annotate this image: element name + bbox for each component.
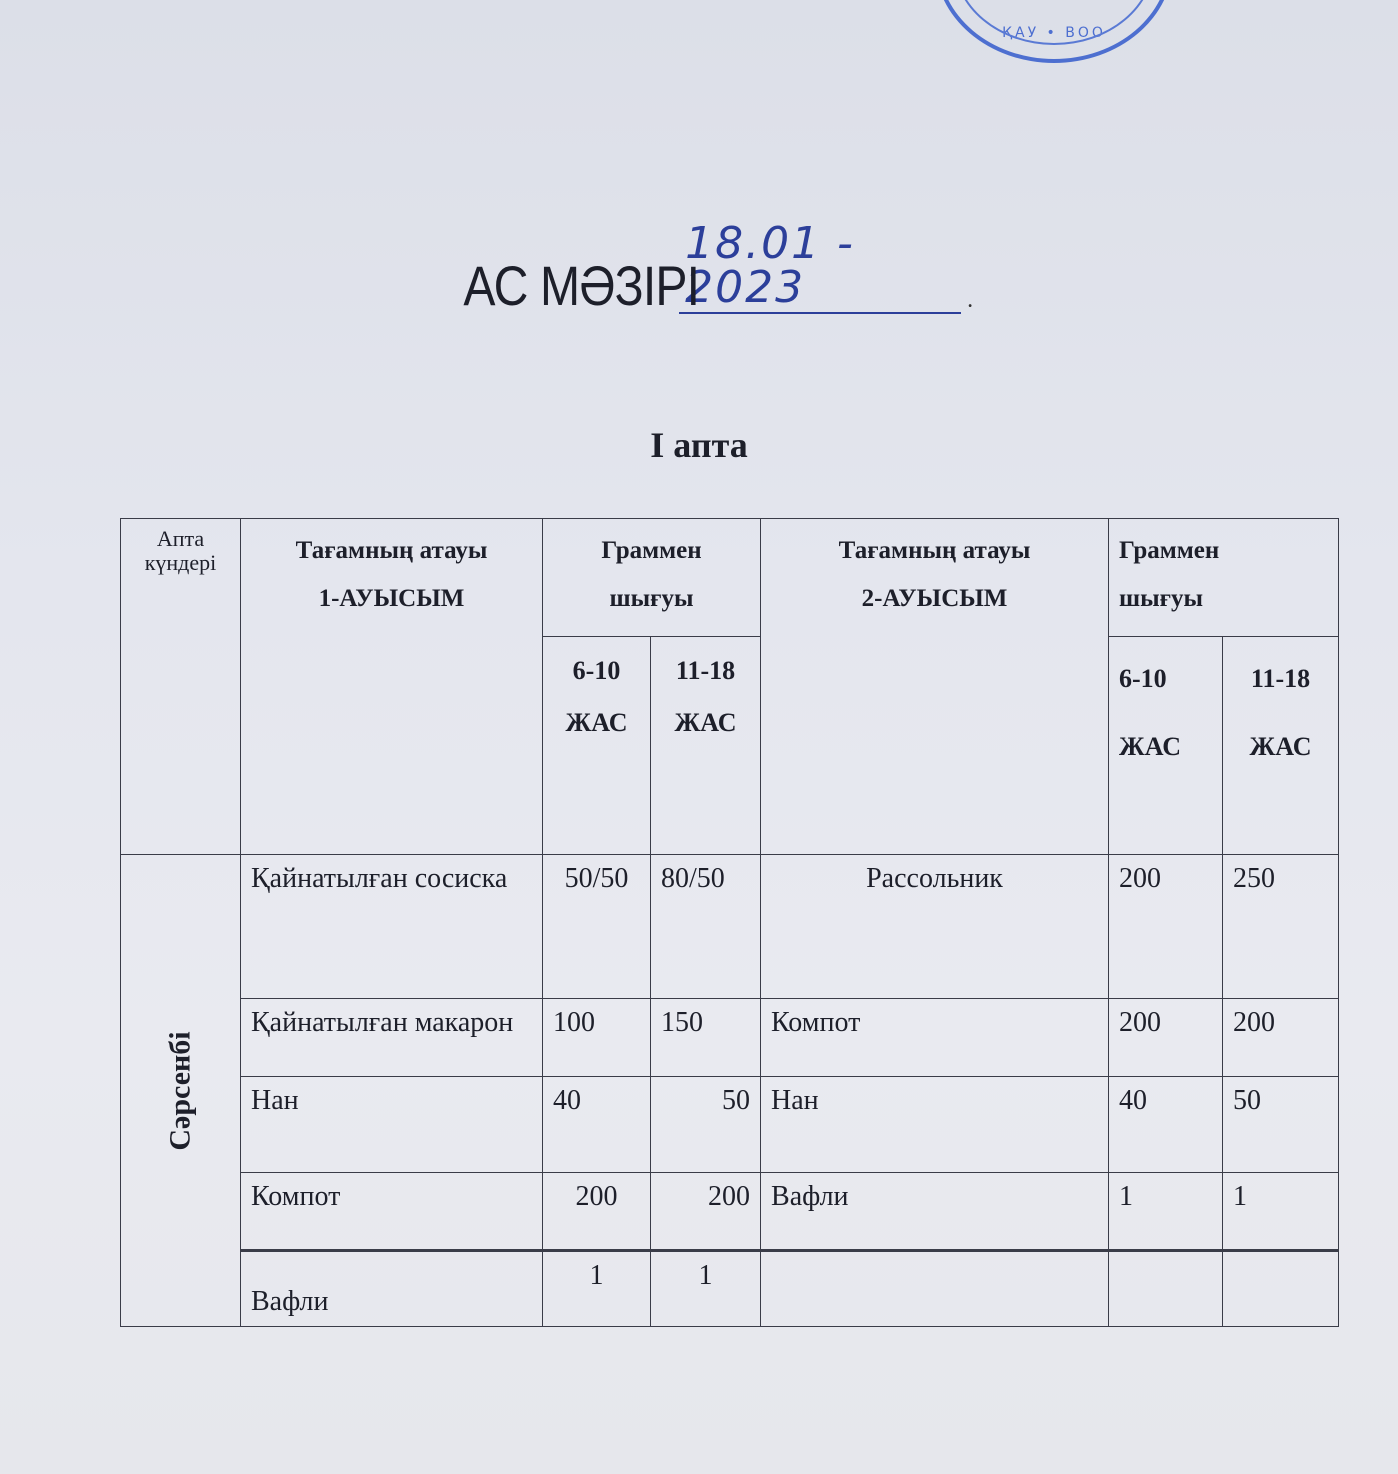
dish-shift2: Нан [761,1077,1109,1173]
grams-shift1-6-10: 40 [543,1077,651,1173]
header-shift-1: 1-АУЫСЫМ [318,584,465,612]
grams-shift1-6-10: 200 [543,1173,651,1251]
header-grams-2-line2: шығуы [1119,584,1204,612]
header-dish-name-2-label: Тағамның атауы [838,537,1031,564]
official-stamp [935,0,1173,63]
dish-shift1: Компот [241,1173,543,1251]
header-dish-name-1-label: Тағамның атауы [295,537,488,564]
grams-shift2-11-18: 200 [1223,999,1339,1077]
page-title: АС МӘЗІРІ [463,254,700,317]
grams-shift1-11-18: 80/50 [651,855,761,999]
grams-shift1-11-18: 50 [651,1077,761,1173]
table-row [121,1251,1339,1327]
header-age-6-10-shift2 [1109,637,1223,855]
grams-shift2-6-10 [1109,1251,1223,1327]
grams-shift1-11-18: 1 [651,1251,761,1327]
grams-shift2-11-18: 50 [1223,1077,1339,1173]
grams-shift1-11-18: 150 [651,999,761,1077]
age-unit: ЖАС [565,708,628,737]
title-row [0,218,1398,317]
header-grams-2 [1109,519,1339,637]
age-range: 11-18 [1250,664,1311,693]
dish-shift2: Вафли [761,1173,1109,1251]
grams-shift1-6-10: 50/50 [543,855,651,999]
title-dot: . [967,287,974,313]
handwritten-date: 18.01 - 2023 [679,222,961,314]
dish-shift1: Қайнатылған сосиска [241,855,543,999]
grams-shift2-11-18: 250 [1223,855,1339,999]
grams-shift2-6-10: 200 [1109,999,1223,1077]
age-unit: ЖАС [1119,731,1181,761]
grams-shift2-6-10: 1 [1109,1173,1223,1251]
header-age-6-10-shift1 [543,637,651,855]
header-grams-1 [543,519,761,637]
header-dish-name-1 [241,519,543,855]
grams-shift1-11-18: 200 [651,1173,761,1251]
dish-shift2 [761,1251,1109,1327]
header-grams-1-line2: шығуы [609,584,694,612]
day-cell [121,855,241,1327]
header-week-days [121,519,241,855]
menu-table [120,518,1339,1327]
header-week-days-label: Апта күндері [144,526,217,576]
table-row [121,999,1339,1077]
header-dish-name-2 [761,519,1109,855]
dish-shift1: Вафли [241,1251,543,1327]
grams-shift2-6-10: 40 [1109,1077,1223,1173]
dish-shift1: Қайнатылған макарон [241,999,543,1077]
age-unit: ЖАС [1249,731,1312,761]
dish-shift2: Рассольник [761,855,1109,999]
age-range: 6-10 [1119,664,1167,693]
week-label: I апта [650,425,748,465]
grams-shift2-11-18 [1223,1251,1339,1327]
header-age-11-18-shift1 [651,637,761,855]
table-row [121,855,1339,999]
grams-shift1-6-10: 100 [543,999,651,1077]
table-row [121,1077,1339,1173]
age-unit: ЖАС [674,708,737,737]
dish-shift1: Нан [241,1077,543,1173]
header-shift-2: 2-АУЫСЫМ [861,584,1008,612]
grams-shift2-6-10: 200 [1109,855,1223,999]
age-range: 11-18 [675,656,736,685]
header-age-11-18-shift2 [1223,637,1339,855]
day-label: Сәрсенбі [163,1030,197,1151]
header-grams-2-line1: Граммен [1119,537,1220,564]
table-row [121,1173,1339,1251]
age-range: 6-10 [572,656,621,685]
grams-shift2-11-18: 1 [1223,1173,1339,1251]
dish-shift2: Компот [761,999,1109,1077]
header-grams-1-line1: Граммен [601,537,702,564]
stamp-text: ҚАУ • ВОО [1002,25,1106,41]
grams-shift1-6-10: 1 [543,1251,651,1327]
